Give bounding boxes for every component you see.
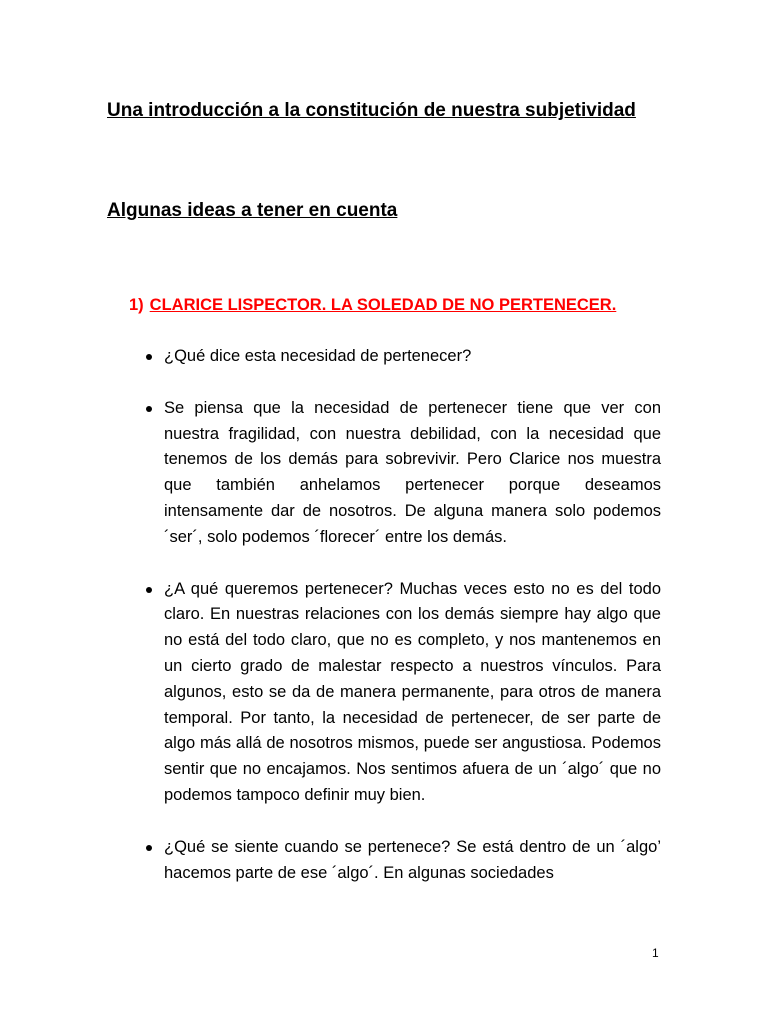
section-heading-text: CLARICE LISPECTOR. LA SOLEDAD DE NO PERTENECER.	[149, 296, 617, 314]
bullet-item	[153, 835, 661, 887]
document-title: Una introducción a la constitución de nuestra subjetividad	[107, 100, 636, 121]
section-heading	[129, 296, 616, 315]
bullet-dot-icon	[146, 845, 152, 851]
page-number: 1	[652, 946, 659, 960]
bullet-dot-icon	[146, 587, 152, 593]
bullet-text: ¿Qué se siente cuando se pertenece? Se está dentro de un ´algo’ hacemos parte de ese ´algo´. En algunas sociedades	[164, 837, 661, 882]
bullet-dot-icon	[146, 354, 152, 360]
bullet-item	[153, 396, 661, 551]
bullet-item	[153, 344, 661, 370]
bullet-text: ¿A qué queremos pertenecer? Muchas veces esto no es del todo claro. En nuestras relaciones con los demás siempre hay algo que no está del todo claro, que no es completo, y nos mantenemos en un cierto grado de malestar respecto a nuestros vínculos. Para algunos, esto se da de manera permanente, para otros de manera temporal. Por tanto, la necesidad de pertenecer, de ser parte de algo más allá de nosotros mismos, puede ser angustiosa. Podemos sentir que no encajamos. Nos sentimos afuera de un ´algo´ que no podemos tampoco definir muy bien.	[164, 579, 661, 804]
bullet-text: ¿Qué dice esta necesidad de pertenecer?	[164, 347, 472, 365]
bullet-text: Se piensa que la necesidad de pertenecer tiene que ver con nuestra fragilidad, con nuestra debilidad, con la necesidad que tenemos de los demás para sobrevivir. Pero Clarice nos muestra que también anhelamos pertenecer porque deseamos intensamente dar de nosotros. De alguna manera solo podemos ´ser´, solo podemos ´florecer´ entre los demás.	[164, 398, 661, 546]
document-subtitle: Algunas ideas a tener en cuenta	[107, 200, 398, 221]
section-number: 1)	[129, 296, 144, 314]
bullet-dot-icon	[146, 406, 152, 412]
bullet-item	[153, 577, 661, 809]
bullet-list	[153, 344, 661, 912]
